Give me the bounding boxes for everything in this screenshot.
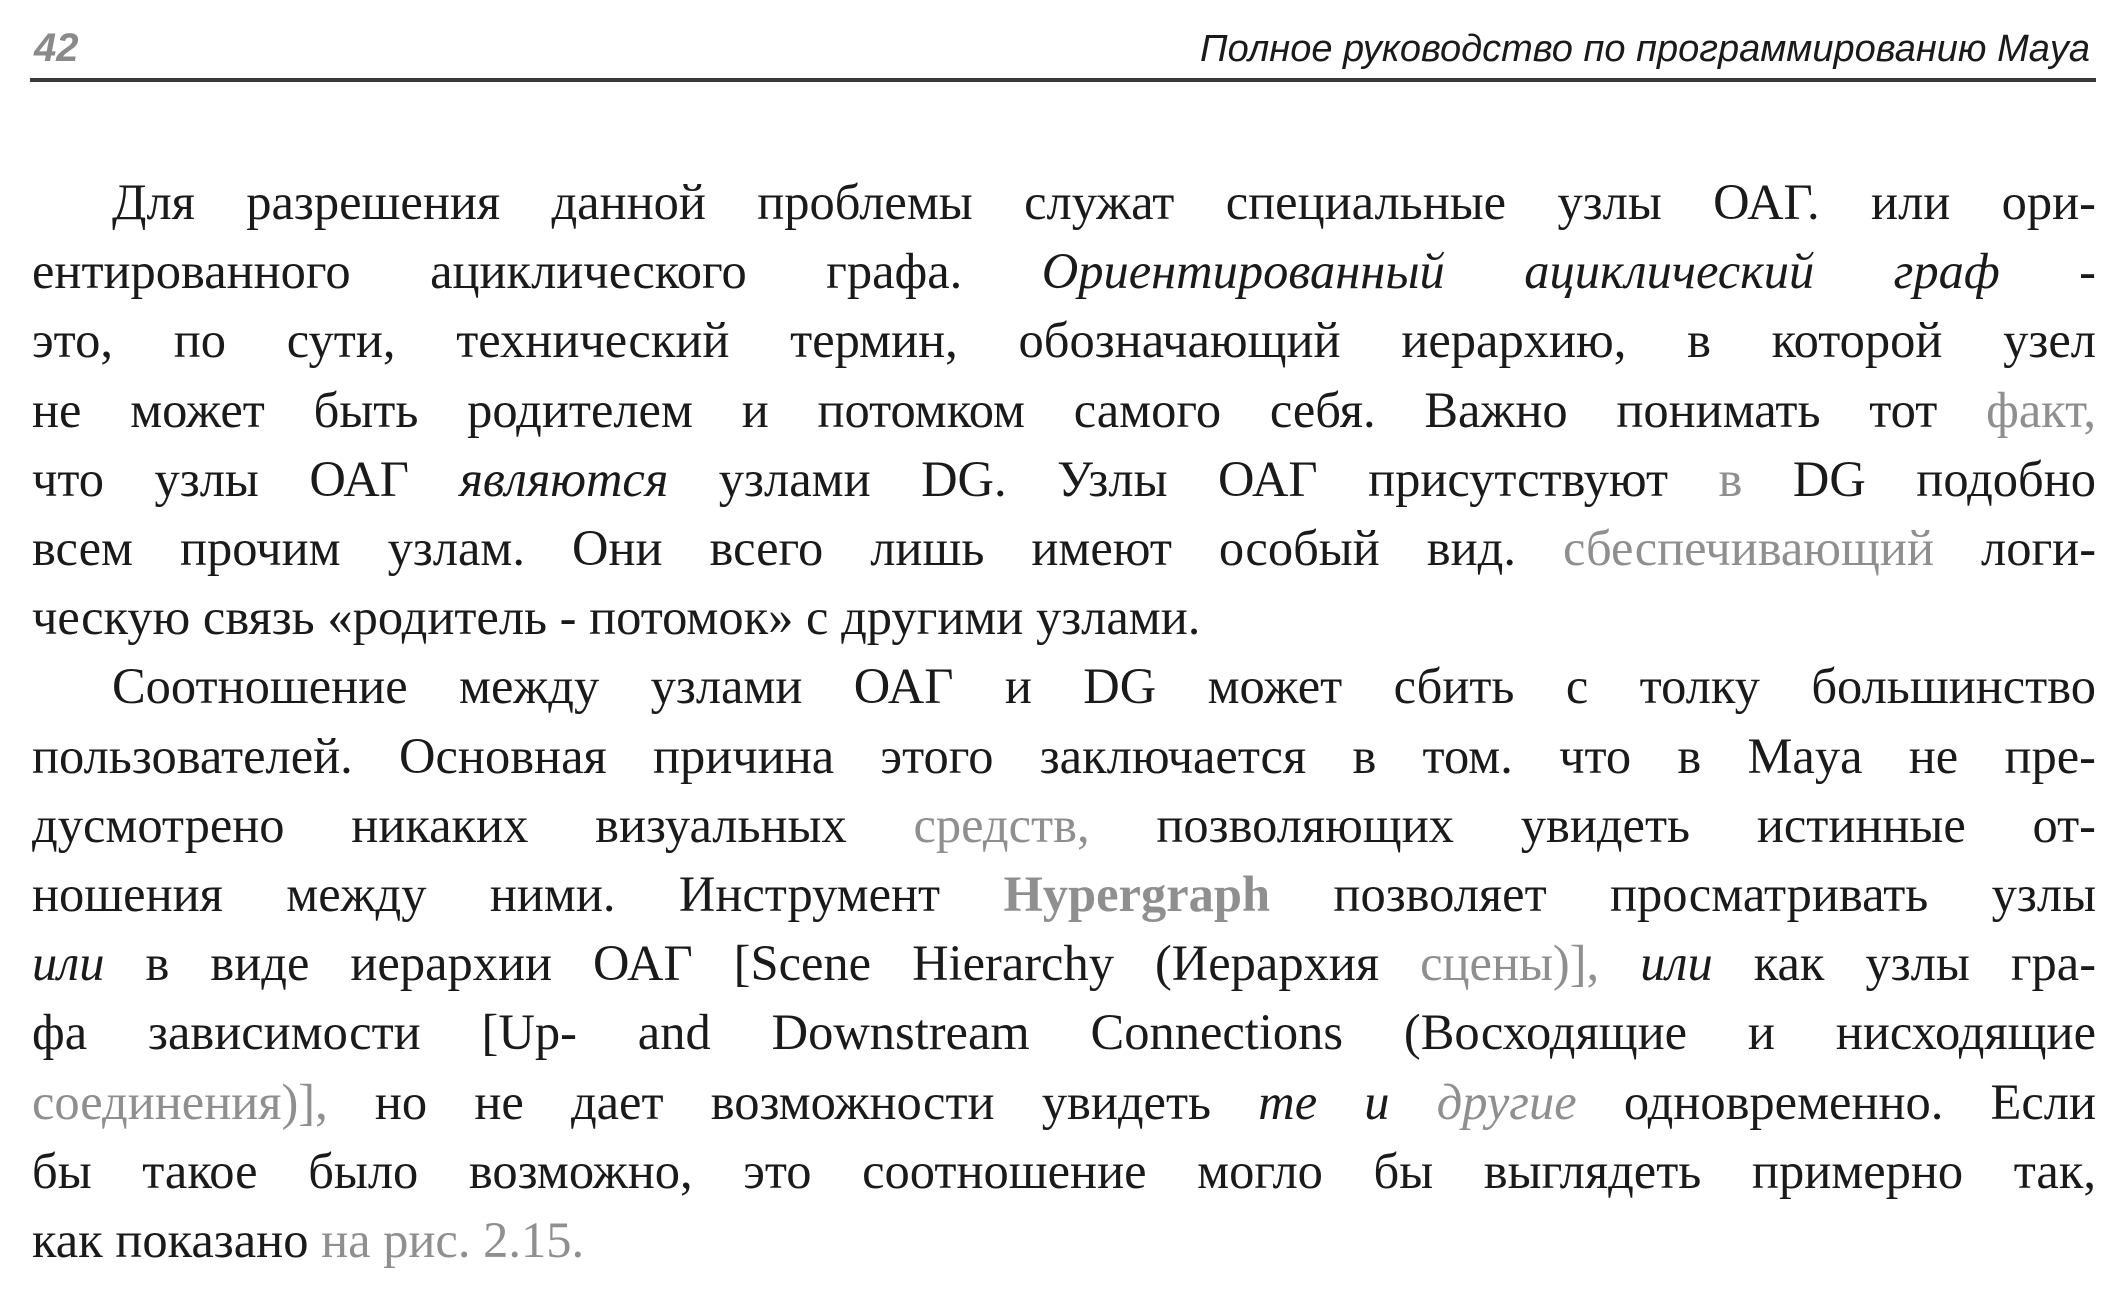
text-run: но не дает возможности увидеть	[374, 1073, 1212, 1130]
running-title: Полное руководство по программированию Maya	[1200, 28, 2090, 70]
running-head	[30, 18, 2096, 82]
paragraph-2	[32, 652, 2096, 1275]
faded-text: соединения)],	[32, 1073, 328, 1130]
text-line	[32, 1068, 2096, 1137]
text-line	[32, 583, 2096, 652]
text-line	[32, 237, 2096, 306]
faded-text: факт,	[1986, 381, 2096, 438]
text-run: позволяет просматривать узлы	[1333, 866, 2097, 923]
text-run: как показано	[32, 1212, 309, 1269]
text-run: не может быть родителем и потомком самого себя. Важно понимать тот	[32, 381, 1938, 438]
italic-term: или	[32, 935, 105, 992]
faded-text: сцены)],	[1420, 935, 1600, 992]
text-run: это, по сути, технический термин, обозначающий иерархию, в которой узел	[32, 312, 2096, 369]
text-line	[32, 376, 2096, 445]
italic-term: являются	[459, 450, 669, 507]
text-line	[32, 445, 2096, 514]
body-text	[32, 168, 2096, 1275]
text-run: позволяющих увидеть истинные от-	[1156, 796, 2096, 853]
text-run: одновременно. Если	[1623, 1073, 2097, 1130]
faded-text: сбеспечивающий	[1562, 520, 1934, 577]
text-run: ентированного ациклического графа.	[32, 243, 963, 300]
text-run: бы такое было возможно, это соотношение могло бы выглядеть примерно так,	[32, 1142, 2096, 1199]
italic-term: те и	[1258, 1073, 1390, 1130]
faded-text: в	[1718, 450, 1743, 507]
text-run: Для разрешения данной проблемы служат специальные узлы ОАГ. или ори-	[112, 174, 2096, 230]
italic-term: Ориентированный ациклический граф	[1041, 243, 2000, 300]
faded-bold-text: Hypergraph	[1003, 866, 1271, 923]
text-line	[32, 168, 2096, 237]
page-number: 42	[34, 26, 79, 70]
text-run: как узлы гра-	[1753, 935, 2097, 992]
text-line	[32, 514, 2096, 583]
faded-italic-term: другие	[1436, 1073, 1577, 1130]
text-line	[32, 791, 2096, 860]
text-line	[32, 929, 2096, 998]
text-run: Соотношение между узлами ОАГ и DG может сбить с толку большинство	[112, 658, 2096, 715]
text-run: -	[2079, 243, 2096, 300]
text-line	[32, 722, 2096, 791]
text-run: ношения между ними. Инструмент	[32, 866, 941, 923]
text-run: DG подобно	[1792, 450, 2097, 507]
text-run: всем прочим узлам. Они всего лишь имеют особый вид.	[32, 520, 1516, 577]
text-run: в виде иерархии ОАГ [Scene Hierarchy (Иерархия	[145, 935, 1380, 992]
italic-term: или	[1640, 935, 1713, 992]
text-run: что узлы ОАГ	[32, 450, 409, 507]
faded-text: средств,	[913, 796, 1090, 853]
text-run: дусмотрено никаких визуальных	[32, 796, 847, 853]
text-line	[32, 998, 2096, 1067]
text-line	[32, 860, 2096, 929]
faded-text: на рис. 2.15.	[321, 1212, 585, 1269]
text-line	[32, 652, 2096, 721]
text-line	[32, 306, 2096, 375]
paragraph-1	[32, 168, 2096, 652]
text-line	[32, 1206, 2096, 1275]
text-run: пользователей. Основная причина этого заключается в том. что в Maya не пре-	[32, 727, 2096, 784]
text-line	[32, 1137, 2096, 1206]
text-run: фа зависимости [Up- and Downstream Connections (Восходящие и нисходящие	[32, 1004, 2096, 1061]
text-run: ческую связь «родитель - потомок» с другими узлами.	[32, 589, 1201, 646]
text-run: логи-	[1981, 520, 2097, 577]
text-run: узлами DG. Узлы ОАГ присутствуют	[718, 450, 1669, 507]
